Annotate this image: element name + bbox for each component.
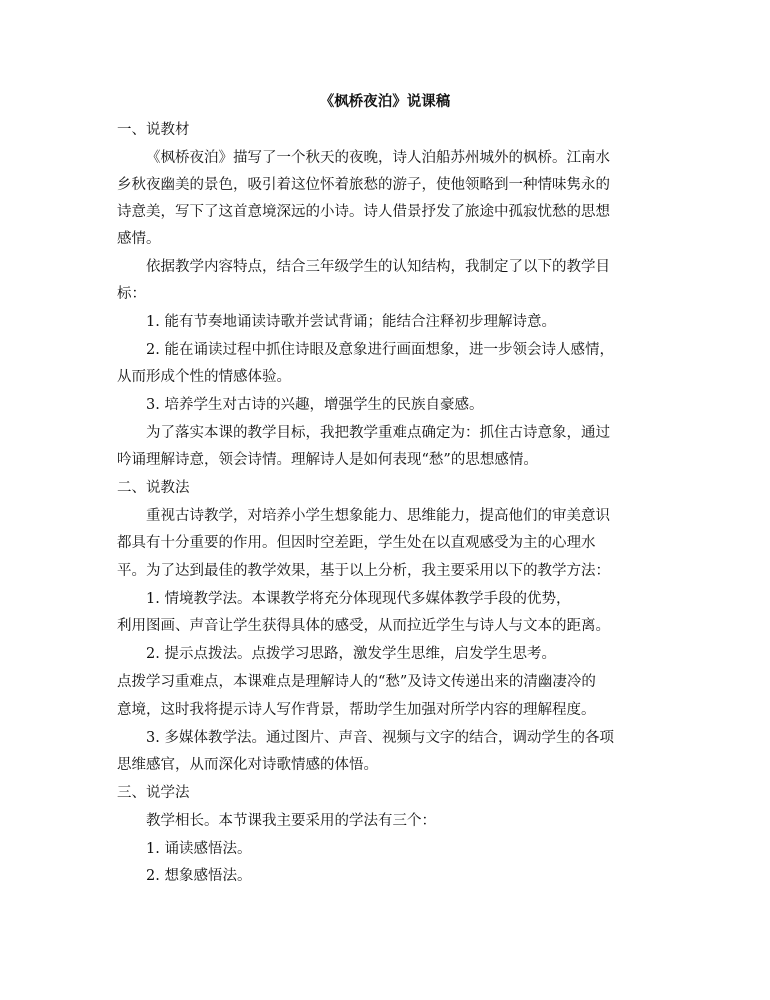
paragraph-line: 教学相长。本节课我主要采用的学法有三个： [146,813,436,829]
paragraph-line: 标： [117,286,146,302]
paragraph-line: 乡秋夜幽美的景色，吸引着这位怀着旅愁的游子，使他领略到一种情味隽永的 [117,177,610,193]
paragraph-line: 利用图画、声音让学生获得具体的感受，从而拉近学生与诗人与文本的距离。 [117,618,610,634]
list-item: 2. 想象感悟法。 [146,868,252,884]
paragraph-line: 吟诵理解诗意，领会诗情。理解诗人是如何表现“愁”的思想感情。 [117,452,538,468]
paragraph-line: 从而形成个性的情感体验。 [117,369,291,385]
document-title: 《枫桥夜泊》说课稿 [319,93,451,110]
list-item: 3. 培养学生对古诗的兴趣，增强学生的民族自豪感。 [146,397,484,413]
section-heading: 一、说教材 [117,122,190,138]
list-item: 2. 提示点拨法。点拨学习思路，激发学生思维，启发学生思考。 [146,646,556,662]
paragraph-line: 为了落实本课的教学目标，我把教学重难点确定为：抓住古诗意象，通过 [146,425,610,441]
section-heading: 二、说教法 [117,480,190,496]
list-item: 2. 能在诵读过程中抓住诗眼及意象进行画面想象，进一步领会诗人感情， [146,342,614,358]
paragraph-line: 思维感官，从而深化对诗歌情感的体悟。 [117,757,378,773]
paragraph-line: 平。为了达到最佳的教学效果，基于以上分析，我主要采用以下的教学方法： [117,563,610,579]
paragraph-line: 都具有十分重要的作用。但因时空差距，学生处在以直观感受为主的心理水 [117,535,596,551]
list-item: 1. 能有节奏地诵读诗歌并尝试背诵；能结合注释初步理解诗意。 [146,314,556,330]
paragraph-line: 依据教学内容特点，结合三年级学生的认知结构，我制定了以下的教学目 [146,259,610,275]
paragraph-line: 感情。 [117,231,161,247]
list-item: 1. 诵读感悟法。 [146,841,252,857]
paragraph-line: 《枫桥夜泊》描写了一个秋天的夜晚，诗人泊船苏州城外的枫桥。江南水 [146,150,610,166]
section-heading: 三、说学法 [117,785,190,801]
list-item: 1. 情境教学法。本课教学将充分体现现代多媒体教学手段的优势， [146,591,571,607]
paragraph-line: 意境，这时我将提示诗人写作背景，帮助学生加强对所学内容的理解程度。 [117,702,596,718]
paragraph-line: 诗意美，写下了这首意境深远的小诗。诗人借景抒发了旅途中孤寂忧愁的思想 [117,204,610,220]
list-item: 3. 多媒体教学法。通过图片、声音、视频与文字的结合，调动学生的各项 [146,730,614,746]
paragraph-line: 点拨学习重难点，本课难点是理解诗人的“愁”及诗文传递出来的清幽凄冷的 [117,674,596,690]
paragraph-line: 重视古诗教学，对培养小学生想象能力、思维能力，提高他们的审美意识 [146,508,610,524]
